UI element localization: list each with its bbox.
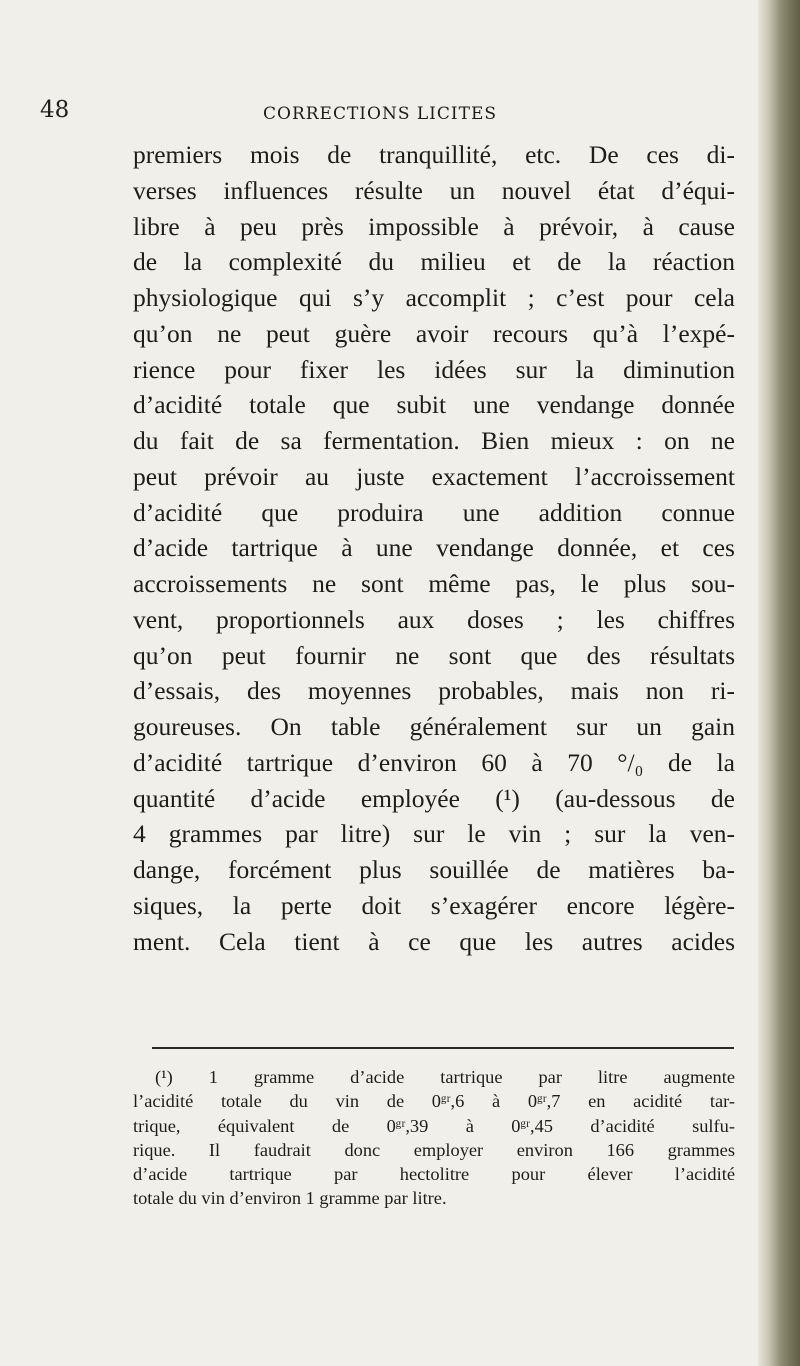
text-line: qu’on ne peut guère avoir recours qu’à l’expé-: [133, 318, 735, 348]
book-spine-shadow: [758, 0, 800, 1366]
text-line: verses influences résulte un nouvel état d’équi-: [133, 175, 735, 205]
text-line: d’acide tartrique à une vendange donnée, et ces: [133, 533, 735, 563]
footnote-line: totale du vin d’environ 1 gramme par litre.: [133, 1188, 447, 1209]
footnote-divider: [152, 1047, 734, 1049]
text-line: qu’on peut fournir ne sont que des résultats: [133, 640, 735, 670]
text-line: de la complexité du milieu et de la réaction: [133, 247, 735, 277]
text-line: siques, la perte doit s’exagérer encore légère-: [133, 890, 735, 920]
text-line: physiologique qui s’y accomplit ; c’est pour cela: [133, 283, 735, 312]
footnote-line: rique. Il faudrait donc employer environ 166 grammes: [133, 1139, 735, 1160]
text-line: libre à peu près impossible à prévoir, à cause: [133, 211, 735, 241]
text-line: d’acidité que produira une addition connue: [133, 497, 735, 527]
text-line: vent, proportionnels aux doses ; les chiffres: [133, 604, 735, 634]
text-line: d’acidité tartrique d’environ 60 à 70 °/₀ de la: [133, 747, 735, 777]
text-line: accroissements ne sont même pas, le plus sou-: [133, 569, 735, 598]
text-line: goureuses. On table généralement sur un gain: [133, 712, 735, 741]
page-number: 48: [40, 97, 70, 123]
text-line: rience pour fixer les idées sur la diminution: [133, 354, 735, 384]
footnote-line: d’acide tartrique par hectolitre pour élever l’acidité: [133, 1164, 735, 1185]
text-line: 4 grammes par litre) sur le vin ; sur la ven-: [133, 819, 735, 849]
text-line: premiers mois de tranquillité, etc. De ces di-: [133, 140, 735, 169]
text-line: peut prévoir au juste exactement l’accroissement: [133, 461, 735, 491]
text-line: d’acidité totale que subit une vendange donnée: [133, 390, 735, 420]
main-paragraph: [133, 137, 735, 959]
footnote-line: trique, équivalent de 0ᵍʳ,39 à 0ᵍʳ,45 d’acidité sulfu-: [133, 1115, 735, 1136]
text-line: dange, forcément plus souillée de matières ba-: [133, 855, 735, 884]
running-title: CORRECTIONS LICITES: [263, 104, 497, 124]
text-line: d’essais, des moyennes probables, mais non ri-: [133, 676, 735, 706]
text-line: quantité d’acide employée (¹) (au-dessous de: [133, 783, 735, 813]
text-line: ment. Cela tient à ce que les autres acides: [133, 926, 735, 956]
text-line: du fait de sa fermentation. Bien mieux : on ne: [133, 426, 735, 455]
footnote: [133, 1065, 735, 1211]
footnote-line: l’acidité totale du vin de 0ᵍʳ,6 à 0ᵍʳ,7 en acidité tar-: [133, 1091, 735, 1112]
footnote-line: (¹) 1 gramme d’acide tartrique par litre augmente: [155, 1067, 735, 1087]
